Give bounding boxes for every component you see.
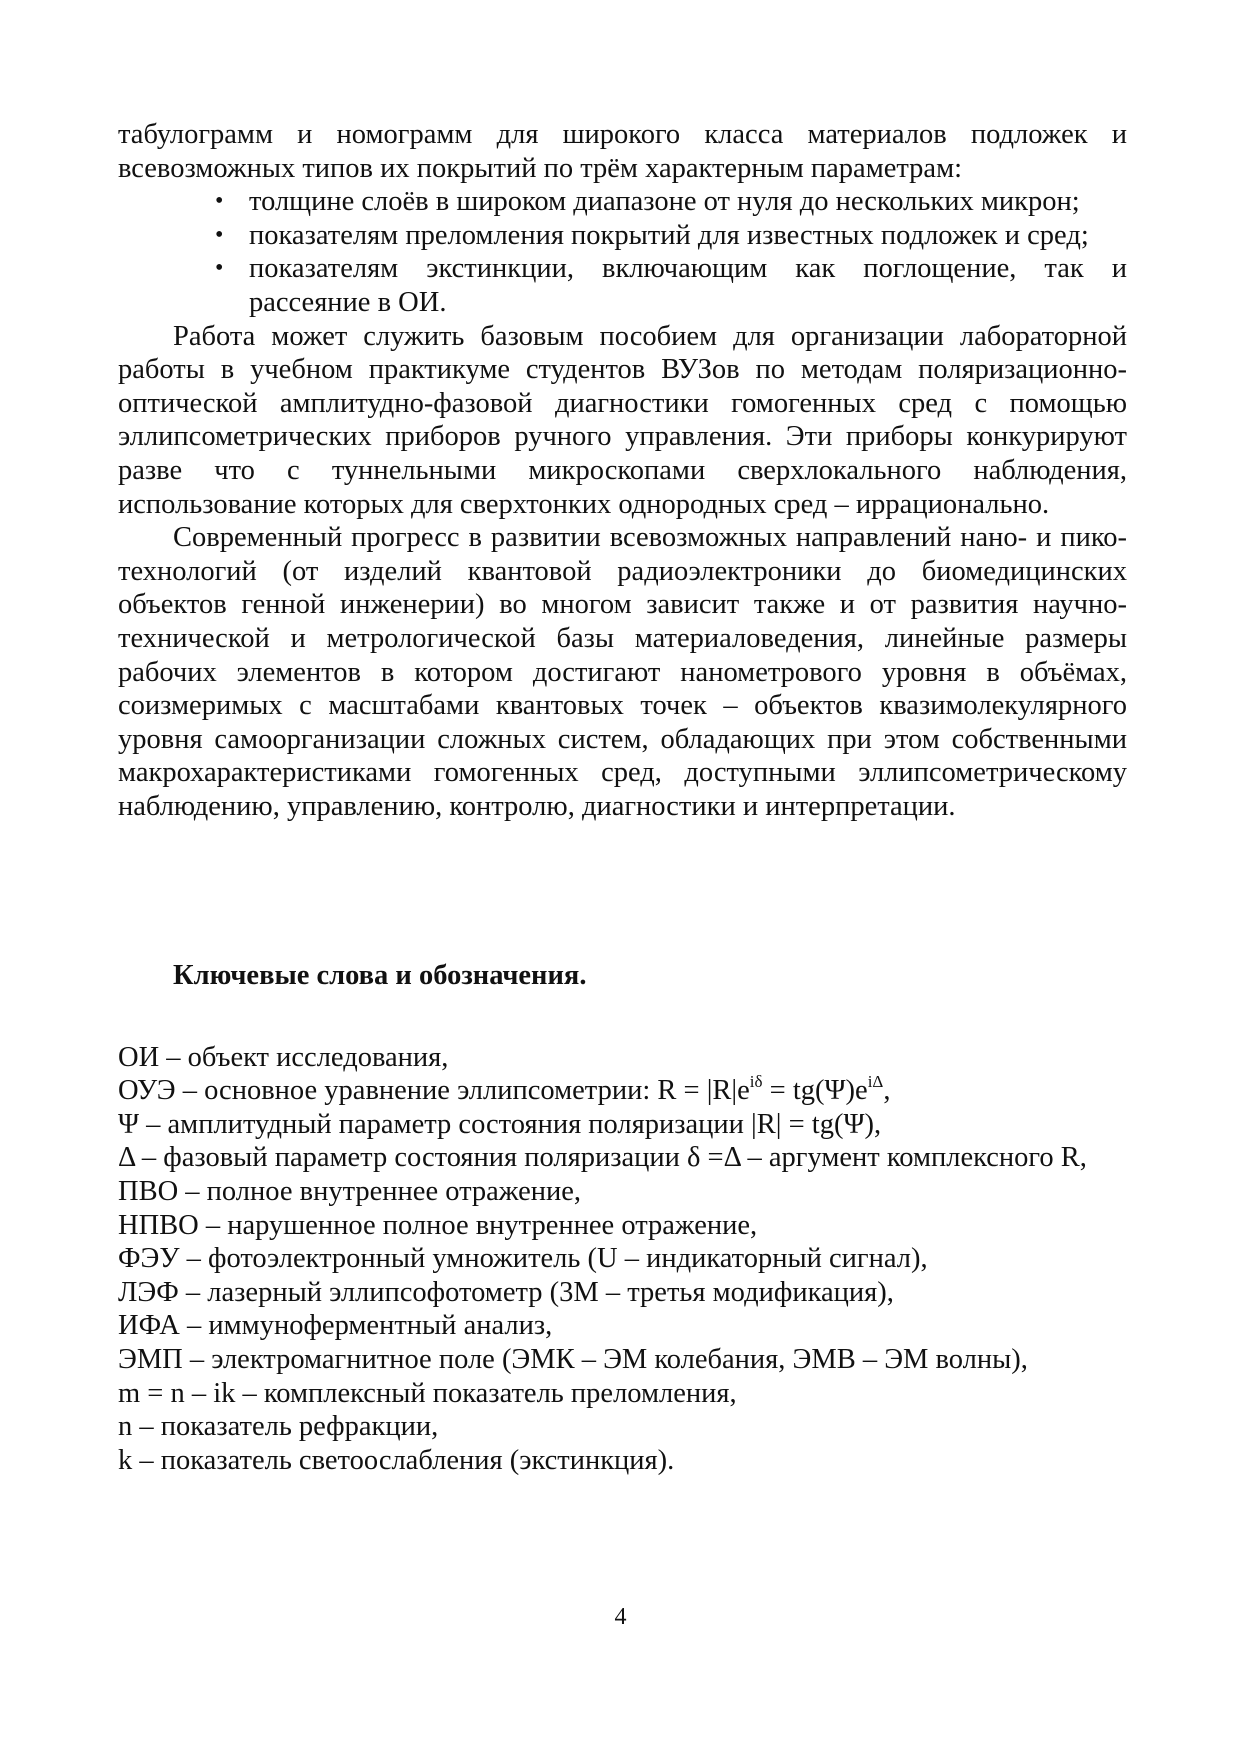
bullet-dot-icon: • <box>215 255 224 282</box>
equation-part: = tg(Ψ)e <box>762 1075 868 1107</box>
bullet-item <box>215 252 1127 319</box>
keyword-item: Ψ – амплитудный параметр состояния поляризации |R| = tg(Ψ), <box>118 1108 882 1140</box>
bullet-dot-icon: • <box>215 188 224 215</box>
keyword-item: n – показатель рефракции, <box>118 1411 439 1443</box>
keyword-item: Δ – фазовый параметр состояния поляризации δ =Δ – аргумент комплексного R, <box>118 1142 1087 1174</box>
intro-paragraph: табулограмм и номограмм для широкого класса материалов подложек и всевозможных типов их покрытий по трём характерным параметрам: <box>118 119 1127 184</box>
keywords-list <box>118 1041 1127 1478</box>
bullet-item-text: показателям преломления покрытий для известных подложек и сред; <box>249 219 1089 251</box>
bullet-item-text: показателям экстинкции, включающим как поглощение, так и рассеяние в ОИ. <box>249 253 1127 318</box>
body-paragraph: Работа может служить базовым пособием для организации лабораторной работы в учебном практикуме студентов ВУЗов по методам поляризационно-оптической амплитудно-фазовой диагностики гомогенных сред с помощью эллипсометрических приборов ручного управления. Эти приборы конкурируют разве что с туннельными микроскопами сверхлокального наблюдения, использование которых для сверхтонких однородных сред – иррационально. <box>118 320 1127 520</box>
body-paragraph: Современный прогресс в развитии всевозможных направлений нано- и пико- технологий (от изделий квантовой радиоэлектроники до биомедицинских объектов генной инженерии) во многом зависит также и от развития научно-технической и метрологической базы материаловедения, линейные размеры рабочих элементов в котором достигают нанометрового уровня в объёмах, соизмеримых с масштабами квантовых точек – объектов квазимолекулярного уровня самоорганизации сложных систем, обладающих при этом собственными макрохарактеристиками гомогенных сред, доступными эллипсометрическому наблюдению, управлению, контролю, диагностики и интерпретации. <box>118 522 1127 822</box>
keyword-item-ellipsometry-equation <box>118 1074 1127 1108</box>
keyword-item: m = n – ik – комплексный показатель преломления, <box>118 1377 737 1409</box>
bullet-item <box>215 185 1127 219</box>
bullet-item-text: толщине слоёв в широком диапазоне от нуля до нескольких микрон; <box>249 186 1080 218</box>
bullet-dot-icon: • <box>215 221 224 248</box>
keyword-item: k – показатель светоослабления (экстинкция). <box>118 1444 675 1476</box>
keyword-item: ЭМП – электромагнитное поле (ЭМК – ЭМ колебания, ЭМВ – ЭМ волны), <box>118 1343 1028 1375</box>
keyword-item: ЛЭФ – лазерный эллипсофотометр (3М – третья модификация), <box>118 1276 894 1308</box>
bullet-item <box>215 219 1127 253</box>
main-text-block <box>118 118 1127 823</box>
keyword-item: ФЭУ – фотоэлектронный умножитель (U – индикаторный сигнал), <box>118 1243 928 1275</box>
equation-part: , <box>883 1075 891 1107</box>
equation-part: ОУЭ – основное уравнение эллипсометрии: R = |R|e <box>118 1075 750 1107</box>
keywords-section <box>118 959 1127 1477</box>
equation-superscript: iΔ <box>867 1072 884 1092</box>
keyword-item: ОИ – объект исследования, <box>118 1041 449 1073</box>
keyword-item: ИФА – иммуноферментный анализ, <box>118 1310 553 1342</box>
keywords-heading: Ключевые слова и обозначения. <box>173 960 587 991</box>
keyword-item: ПВО – полное внутреннее отражение, <box>118 1175 582 1207</box>
keyword-item: НПВО – нарушенное полное внутреннее отражение, <box>118 1209 758 1241</box>
page-number: 4 <box>614 1604 627 1630</box>
parameter-bullet-list <box>118 185 1127 319</box>
equation-superscript: iδ <box>749 1072 763 1092</box>
